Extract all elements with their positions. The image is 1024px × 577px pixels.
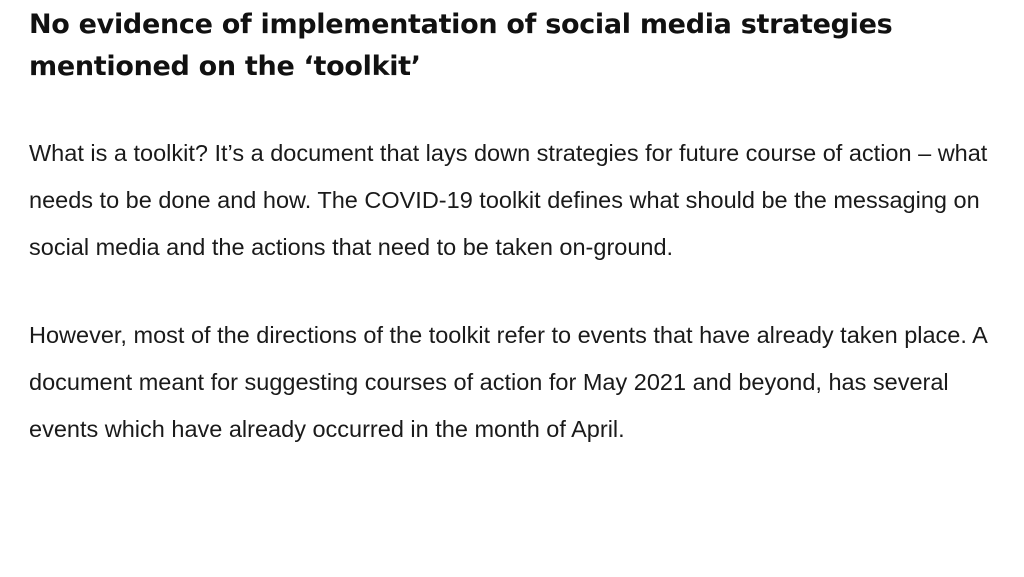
paragraph-toolkit-definition: What is a toolkit? It’s a document that lays down strategies for future course of action – what needs to be done and how. The COVID-19 toolkit defines what should be the messaging on social media and the actions that need to be taken on-ground. [29,140,988,260]
section-heading: No evidence of implementation of social media strategies mentioned on the ‘toolkit’ [29,9,893,82]
article-body [29,0,1004,453]
paragraph-past-events: However, most of the directions of the toolkit refer to events that have already taken place. A document meant for suggesting courses of action for May 2021 and beyond, has several events which have already occurred in the month of April. [29,322,987,442]
